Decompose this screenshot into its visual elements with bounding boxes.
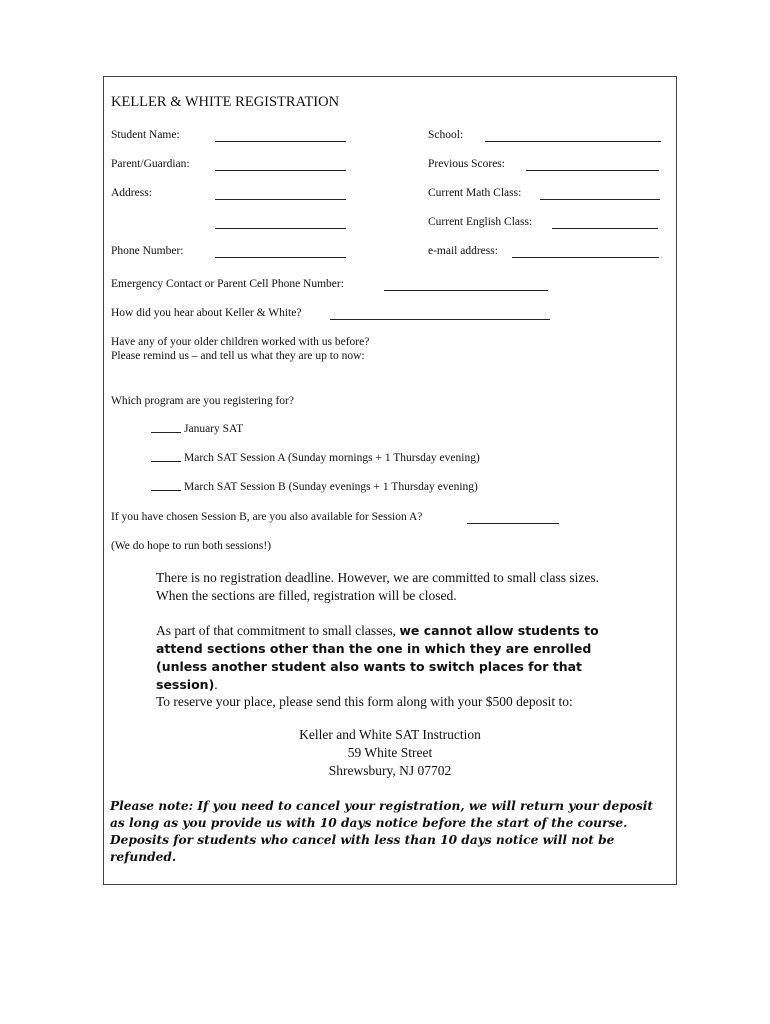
previous-scores-field[interactable] xyxy=(526,170,659,171)
english-class-label: Current English Class: xyxy=(428,216,533,228)
program-question: Which program are you registering for? xyxy=(111,395,294,407)
address-street: 59 White Street xyxy=(347,745,433,760)
student-name-field[interactable] xyxy=(215,141,346,142)
address-field-line-2[interactable] xyxy=(215,228,346,229)
address-field-line-1[interactable] xyxy=(215,199,346,200)
older-children-prompt: Please remind us – and tell us what they are up to now: xyxy=(111,350,365,362)
how-heard-field[interactable] xyxy=(330,319,550,320)
program-option-january[interactable] xyxy=(151,423,243,435)
program-option-march-a[interactable] xyxy=(151,452,480,464)
address-city: Shrewsbury, NJ 07702 xyxy=(328,763,452,778)
emergency-contact-field[interactable] xyxy=(384,290,548,291)
commitment-intro: As part of that commitment to small classes, xyxy=(156,623,400,638)
previous-scores-label: Previous Scores: xyxy=(428,158,505,170)
cancellation-note: Please note: If you need to cancel your registration, we will return your deposit as long as you provide us with 10 days notice before the start of the course. Deposits for students who cancel with less than 10 days notice will not be refunded. xyxy=(110,799,653,864)
emergency-contact-label: Emergency Contact or Parent Cell Phone Number: xyxy=(111,278,344,290)
program-label-january: January SAT xyxy=(184,423,244,435)
english-class-field[interactable] xyxy=(552,228,658,229)
math-class-label: Current Math Class: xyxy=(428,187,522,199)
program-checkbox-march-b[interactable] xyxy=(151,490,181,491)
parent-guardian-field[interactable] xyxy=(215,170,346,171)
program-label-march-a: March SAT Session A (Sunday mornings + 1 Thursday evening) xyxy=(184,452,480,464)
session-b-answer-field[interactable] xyxy=(467,523,559,524)
address-label: Address: xyxy=(111,187,152,199)
reserve-paragraph: To reserve your place, please send this form along with your $500 deposit to: xyxy=(156,694,573,709)
program-checkbox-march-a[interactable] xyxy=(151,461,181,462)
school-field[interactable] xyxy=(485,141,661,142)
math-class-field[interactable] xyxy=(540,199,660,200)
phone-number-field[interactable] xyxy=(215,257,346,258)
address-name: Keller and White SAT Instruction xyxy=(299,727,481,742)
school-label: School: xyxy=(428,129,464,141)
both-sessions-note: (We do hope to run both sessions!) xyxy=(111,540,272,552)
deadline-paragraph: There is no registration deadline. However, we are committed to small class sizes. When the sections are filled, registration will be closed. xyxy=(156,570,599,603)
commitment-end: . xyxy=(214,677,218,692)
student-name-label: Student Name: xyxy=(111,129,180,141)
older-children-question: Have any of your older children worked with us before? xyxy=(111,336,370,348)
commitment-policy: we cannot allow students to attend sections other than the one in which they are enrolled (unless another student also wants to switch places for that session) xyxy=(156,623,599,692)
how-heard-label: How did you hear about Keller & White? xyxy=(111,307,302,319)
email-field[interactable] xyxy=(512,257,659,258)
parent-guardian-label: Parent/Guardian: xyxy=(111,158,190,170)
phone-number-label: Phone Number: xyxy=(111,245,184,257)
session-b-question: If you have chosen Session B, are you also available for Session A? xyxy=(111,511,423,523)
email-label: e-mail address: xyxy=(428,245,498,257)
form-title: KELLER & WHITE REGISTRATION xyxy=(111,94,340,110)
program-option-march-b[interactable] xyxy=(151,481,478,493)
commitment-paragraph xyxy=(156,622,606,694)
program-checkbox-january[interactable] xyxy=(151,432,181,433)
program-label-march-b: March SAT Session B (Sunday evenings + 1 Thursday evening) xyxy=(184,481,478,493)
